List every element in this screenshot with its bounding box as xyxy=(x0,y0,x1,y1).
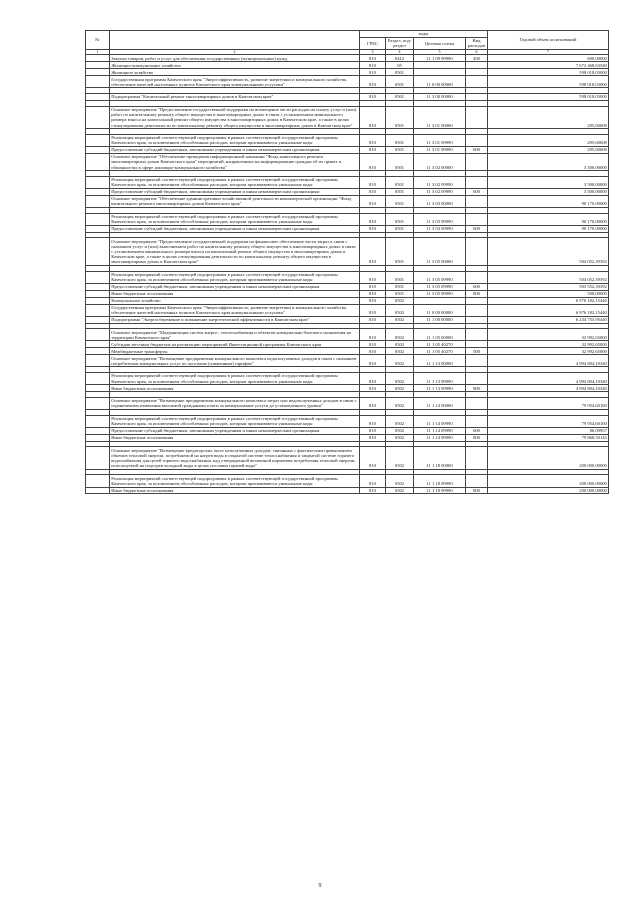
row-number-cell xyxy=(86,76,110,88)
expense-type-cell xyxy=(466,69,488,76)
budget-table xyxy=(85,30,609,494)
section-code-cell: 05 xyxy=(386,62,414,69)
target-item-cell: 11 3 03 09990 xyxy=(414,213,466,225)
expense-type-cell xyxy=(466,297,488,304)
section-code-cell: 0502 xyxy=(386,415,414,427)
table-row xyxy=(86,146,609,153)
expense-type-cell xyxy=(466,76,488,88)
amount-cell: 500,00000 xyxy=(488,290,609,297)
expense-type-cell xyxy=(466,153,488,170)
row-name-cell: Реализация мероприятий соответствующей подпрограммы в рамках соответствующей государственной программы Камчатского края, за исключением обособленных расходов, которым присваиваются уникальные коды xyxy=(110,176,360,188)
column-number: 3 xyxy=(360,49,386,54)
row-name-cell: Основное мероприятие "Возмещение предприятиям коммунального комплекса затрат или недополученных доходов в связи с ограничением изменения вносимой гражданами платы за коммунальные услуги до установленного уровня" xyxy=(110,397,360,409)
amount-cell: 32 992,65000 xyxy=(488,329,609,341)
row-name-cell: Реализация мероприятий соответствующей подпрограммы в рамках соответствующей государственной программы Камчатского края, за исключением обособленных расходов, которым присваиваются уникальные коды xyxy=(110,134,360,146)
section-code-cell: 0502 xyxy=(386,297,414,304)
table-row xyxy=(86,176,609,188)
target-item-cell: 11 1 14 09990 xyxy=(414,427,466,434)
grbs-code-cell: 810 xyxy=(360,290,386,297)
row-name-cell: Реализация мероприятий соответствующей подпрограммы в рамках соответствующей государственной программы Камчатского края, за исключением обособленных расходов, которым присваиваются уникальные коды xyxy=(110,271,360,283)
grbs-code-cell: 810 xyxy=(360,348,386,355)
table-row xyxy=(86,348,609,355)
section-code-cell: 0502 xyxy=(386,348,414,355)
column-number: 6 xyxy=(466,49,488,54)
row-number-cell xyxy=(86,434,110,441)
section-code-cell: 0502 xyxy=(386,304,414,316)
table-row xyxy=(86,290,609,297)
row-name-cell: Предоставление субсидий бюджетным, автономным учреждениям и иным некоммерческим организациям xyxy=(110,188,360,195)
row-number-cell xyxy=(86,316,110,323)
expense-type-cell xyxy=(466,213,488,225)
grbs-code-cell: 810 xyxy=(360,69,386,76)
row-name-cell: Межбюджетные трансферты xyxy=(110,348,360,355)
row-name-cell: Жилищно-коммунальное хозяйство xyxy=(110,62,360,69)
expense-type-cell: 200 xyxy=(466,55,488,62)
row-name-cell: Государственная программа Камчатского края "Энергоэффективность, развитие энергетики и коммунального хозяйства, обеспечение жителей населенных пунктов Камчатского края коммунальными услугами" xyxy=(110,76,360,88)
row-name-cell: Основное мероприятие "Возмещение кредиторских льгот неполученных доходов, связанных с фактическим превышением объемов тепловой энергии, потребляемой на нагрев воды в открытой системе теплоснабжения и закрытой системе горячего водоснабжения для целей горячего водоснабжения, над утвержденной величиной норматива потребления тепловой энергии, используемой на подогрев холодной воды в целях поставки горячей воды" xyxy=(110,447,360,469)
grbs-code-cell: 810 xyxy=(360,297,386,304)
row-name-cell: Реализация мероприятий соответствующей подпрограммы в рамках соответствующей государственной программы Камчатского края, за исключением обособленных расходов, которым присваиваются уникальные коды xyxy=(110,475,360,487)
target-item-cell: 11 1 14 00000 xyxy=(414,397,466,409)
target-item-cell: 11 3 02 09990 xyxy=(414,176,466,188)
expense-type-cell xyxy=(466,415,488,427)
target-item-cell: 11 1 05 00000 xyxy=(414,329,466,341)
grbs-code-cell: 810 xyxy=(360,146,386,153)
amount-cell: 86,09957 xyxy=(488,427,609,434)
row-number-cell xyxy=(86,341,110,348)
grbs-code-cell: 810 xyxy=(360,415,386,427)
row-number-cell xyxy=(86,415,110,427)
amount-cell: 3 500,00000 xyxy=(488,153,609,170)
section-code-cell: 0501 xyxy=(386,134,414,146)
section-code-cell: 0501 xyxy=(386,271,414,283)
table-row xyxy=(86,341,609,348)
section-code-cell: 0501 xyxy=(386,213,414,225)
amount-cell: 503 552,39392 xyxy=(488,283,609,290)
row-number-cell xyxy=(86,62,110,69)
target-item-cell xyxy=(414,62,466,69)
grbs-code-cell: 810 xyxy=(360,106,386,128)
row-name-cell: Предоставление субсидий бюджетным, автономным учреждениям и иным некоммерческим организациям xyxy=(110,225,360,232)
grbs-code-cell: 810 xyxy=(360,475,386,487)
amount-cell: 4 994 804,10340 xyxy=(488,355,609,367)
amount-cell: 4 994 804,10340 xyxy=(488,385,609,392)
table-row xyxy=(86,397,609,409)
target-item-cell: 11 3 05 09990 xyxy=(414,283,466,290)
grbs-code-cell: 810 xyxy=(360,329,386,341)
table-row xyxy=(86,69,609,76)
amount-cell: 200 000,00000 xyxy=(488,447,609,469)
row-number-cell xyxy=(86,283,110,290)
amount-cell: 32 992,65000 xyxy=(488,341,609,348)
header-expense-type: Вид расходов xyxy=(466,37,488,49)
target-item-cell: 11 0 00 00000 xyxy=(414,76,466,88)
section-code-cell: 0501 xyxy=(386,106,414,128)
amount-cell: 3 500,00000 xyxy=(488,176,609,188)
row-number-cell xyxy=(86,134,110,146)
table-row xyxy=(86,487,609,494)
row-name-cell: Жилищное хозяйство xyxy=(110,69,360,76)
row-name-cell: Иные бюджетные ассигнования xyxy=(110,385,360,392)
grbs-code-cell: 810 xyxy=(360,188,386,195)
grbs-code-cell: 810 xyxy=(360,385,386,392)
grbs-code-cell: 810 xyxy=(360,195,386,207)
row-name-cell: Государственная программа Камчатского края "Энергоэффективность, развитие энергетики и коммунального хозяйства, обеспечение жителей населенных пунктов Камчатского края коммунальными услугами" xyxy=(110,304,360,316)
row-name-cell: Подпрограмма "Энергосбережение и повышение энергетической эффективности в Камчатском крае" xyxy=(110,316,360,323)
table-row xyxy=(86,304,609,316)
row-name-cell: Основное мероприятие "Обеспечение проведения информационной кампании "Фонд капитального ремонта многоквартирных домов Камчатского края" мероприятий, направленных на информирование граждан об их правах и обязанностях в сфере жилищно-коммунального хозяйства" xyxy=(110,153,360,170)
expense-type-cell: 600 xyxy=(466,225,488,232)
row-name-cell: Иные бюджетные ассигнования xyxy=(110,290,360,297)
expense-type-cell xyxy=(466,355,488,367)
expense-type-cell xyxy=(466,447,488,469)
target-item-cell: 11 0 00 00000 xyxy=(414,304,466,316)
section-code-cell: 0502 xyxy=(386,434,414,441)
row-number-cell xyxy=(86,475,110,487)
table-row xyxy=(86,271,609,283)
row-number-cell xyxy=(86,397,110,409)
target-item-cell: 11 3 01 09990 xyxy=(414,134,466,146)
expense-type-cell xyxy=(466,62,488,69)
amount-cell: 600,00000 xyxy=(488,55,609,62)
table-body xyxy=(86,55,609,494)
table-row xyxy=(86,225,609,232)
expense-type-cell xyxy=(466,373,488,385)
row-number-cell xyxy=(86,348,110,355)
table-row xyxy=(86,94,609,101)
row-number-cell xyxy=(86,55,110,62)
row-name-cell: Иные бюджетные ассигнования xyxy=(110,434,360,441)
column-number: 7 xyxy=(488,49,609,54)
section-code-cell: 0502 xyxy=(386,487,414,494)
header-name xyxy=(110,31,360,50)
grbs-code-cell: 810 xyxy=(360,134,386,146)
row-name-cell: Закупка товаров, работ и услуг для обеспечения государственных (муниципальных) нужд xyxy=(110,55,360,62)
grbs-code-cell: 810 xyxy=(360,55,386,62)
header-target-item: Целевая статья xyxy=(414,37,466,49)
column-number: 4 xyxy=(386,49,414,54)
target-item-cell: 11 1 05 40270 xyxy=(414,341,466,348)
row-name-cell: Иные бюджетные ассигнования xyxy=(110,487,360,494)
expense-type-cell: 800 xyxy=(466,434,488,441)
header-number: № xyxy=(86,31,110,50)
section-code-cell: 0501 xyxy=(386,69,414,76)
table-row xyxy=(86,283,609,290)
expense-type-cell xyxy=(466,94,488,101)
table-row xyxy=(86,153,609,170)
header-section: Раздел, под-раздел xyxy=(386,37,414,49)
amount-cell: 295,60608 xyxy=(488,134,609,146)
expense-type-cell xyxy=(466,134,488,146)
section-code-cell: 0502 xyxy=(386,373,414,385)
amount-cell: 504 052,39392 xyxy=(488,271,609,283)
row-name-cell: Основное мероприятие "Модернизация систем энерго-, теплоснабжения и объектов коммунально-бытового назначения на территории Камчатского края" xyxy=(110,329,360,341)
target-item-cell: 11 3 05 09990 xyxy=(414,271,466,283)
section-code-cell: 0412 xyxy=(386,55,414,62)
row-number-cell xyxy=(86,153,110,170)
expense-type-cell xyxy=(466,195,488,207)
row-number-cell xyxy=(86,146,110,153)
section-code-cell: 0502 xyxy=(386,329,414,341)
grbs-code-cell: 810 xyxy=(360,397,386,409)
section-code-cell: 0502 xyxy=(386,397,414,409)
header-codes-group: коды xyxy=(360,31,488,38)
row-name-cell: Реализация мероприятий соответствующей подпрограммы в рамках соответствующей государственной программы Камчатского края, за исключением обособленных расходов, которым присваиваются уникальные коды xyxy=(110,213,360,225)
expense-type-cell xyxy=(466,176,488,188)
table-row xyxy=(86,355,609,367)
grbs-code-cell: 810 xyxy=(360,153,386,170)
amount-cell: 90 170,00000 xyxy=(488,195,609,207)
table-row xyxy=(86,62,609,69)
table-row xyxy=(86,385,609,392)
header-amount: Годовой объем ассигнований xyxy=(488,31,609,50)
row-number-cell xyxy=(86,373,110,385)
row-number-cell xyxy=(86,94,110,101)
expense-type-cell xyxy=(466,329,488,341)
row-name-cell: Реализация мероприятий соответствующей подпрограммы в рамках соответствующей государственной программы Камчатского края, за исключением обособленных расходов, которым присваиваются уникальные коды xyxy=(110,415,360,427)
table-row xyxy=(86,316,609,323)
target-item-cell: 11 3 05 09990 xyxy=(414,290,466,297)
row-number-cell xyxy=(86,195,110,207)
header-grbs: ГРБС xyxy=(360,37,386,49)
expense-type-cell xyxy=(466,304,488,316)
row-number-cell xyxy=(86,385,110,392)
table-row xyxy=(86,447,609,469)
row-number-cell xyxy=(86,271,110,283)
grbs-code-cell: 810 xyxy=(360,225,386,232)
table-row xyxy=(86,134,609,146)
row-number-cell xyxy=(86,290,110,297)
table-row xyxy=(86,213,609,225)
section-code-cell: 0501 xyxy=(386,146,414,153)
section-code-cell: 0501 xyxy=(386,283,414,290)
target-item-cell: 11 3 01 09990 xyxy=(414,146,466,153)
table-row xyxy=(86,475,609,487)
grbs-code-cell: 810 xyxy=(360,213,386,225)
target-item-cell: 11 3 01 00000 xyxy=(414,106,466,128)
target-item-cell: 11 1 09 09990 xyxy=(414,55,466,62)
expense-type-cell xyxy=(466,475,488,487)
row-number-cell xyxy=(86,447,110,469)
amount-cell: 200 000,00000 xyxy=(488,487,609,494)
grbs-code-cell: 810 xyxy=(360,283,386,290)
column-number: 1 xyxy=(86,49,110,54)
section-code-cell: 0502 xyxy=(386,475,414,487)
target-item-cell: 11 1 14 09990 xyxy=(414,434,466,441)
grbs-code-cell: 810 xyxy=(360,447,386,469)
grbs-code-cell: 810 xyxy=(360,238,386,265)
table-header xyxy=(86,31,609,55)
expense-type-cell xyxy=(466,397,488,409)
target-item-cell: 11 1 00 00000 xyxy=(414,316,466,323)
target-item-cell: 11 3 03 00000 xyxy=(414,195,466,207)
table-row xyxy=(86,55,609,62)
expense-type-cell: 800 xyxy=(466,290,488,297)
section-code-cell: 0501 xyxy=(386,76,414,88)
grbs-code-cell: 810 xyxy=(360,341,386,348)
section-code-cell: 0501 xyxy=(386,225,414,232)
row-name-cell: Подпрограмма "Капитальный ремонт многоквартирных домов в Камчатском крае" xyxy=(110,94,360,101)
amount-cell: 200 000,00000 xyxy=(488,475,609,487)
grbs-code-cell: 810 xyxy=(360,62,386,69)
section-code-cell: 0501 xyxy=(386,238,414,265)
expense-type-cell: 600 xyxy=(466,283,488,290)
amount-cell: 90 170,00000 xyxy=(488,213,609,225)
expense-type-cell xyxy=(466,316,488,323)
row-name-cell: Предоставление субсидий бюджетным, автономным учреждениям и иным некоммерческим организациям xyxy=(110,283,360,290)
amount-cell: 79 868,50143 xyxy=(488,434,609,441)
row-name-cell: Предоставление субсидий бюджетным, автономным учреждениям и иным некоммерческим организациям xyxy=(110,427,360,434)
expense-type-cell: 500 xyxy=(466,348,488,355)
row-number-cell xyxy=(86,487,110,494)
table-row xyxy=(86,195,609,207)
table-row xyxy=(86,297,609,304)
amount-cell: 79 954,60100 xyxy=(488,415,609,427)
target-item-cell: 11 3 05 00000 xyxy=(414,238,466,265)
row-number-cell xyxy=(86,329,110,341)
row-number-cell xyxy=(86,427,110,434)
amount-cell: 6 976 182,15440 xyxy=(488,304,609,316)
table-row xyxy=(86,427,609,434)
table-row xyxy=(86,373,609,385)
row-name-cell: Предоставление субсидий бюджетным, автономным учреждениям и иным некоммерческим организациям xyxy=(110,146,360,153)
column-number: 2 xyxy=(110,49,360,54)
target-item-cell: 11 3 02 09990 xyxy=(414,188,466,195)
table-row xyxy=(86,329,609,341)
target-item-cell xyxy=(414,69,466,76)
amount-cell: 295,60608 xyxy=(488,106,609,128)
target-item-cell: 11 3 00 00000 xyxy=(414,94,466,101)
grbs-code-cell: 810 xyxy=(360,176,386,188)
target-item-cell: 11 1 13 09990 xyxy=(414,373,466,385)
row-number-cell xyxy=(86,213,110,225)
target-item-cell: 11 1 14 09990 xyxy=(414,415,466,427)
row-number-cell xyxy=(86,69,110,76)
row-name-cell: Основное мероприятие "Возмещение предприятиям коммунального комплекса недополученных доходов в связи с оказанием потребителям коммунальных услуг по льготным (сниженным) тарифам" xyxy=(110,355,360,367)
table-row xyxy=(86,238,609,265)
target-item-cell xyxy=(414,297,466,304)
amount-cell: 295,60608 xyxy=(488,146,609,153)
row-number-cell xyxy=(86,188,110,195)
row-number-cell xyxy=(86,355,110,367)
table-row xyxy=(86,76,609,88)
expense-type-cell xyxy=(466,341,488,348)
section-code-cell: 0501 xyxy=(386,195,414,207)
amount-cell: 79 954,60100 xyxy=(488,397,609,409)
row-name-cell: Основное мероприятие "Предоставление государственной поддержки на возмещение части расходов на оплату услуг и (или) работ по капитальному ремонту общего имущества в многоквартирных домах в связи с установлением минимального размера взноса на капитальный ремонт общего имущества в многоквартирных домах в Камчатском крае, а также в целях стимулирования деятельности по капитальному ремонту общего имущества в многоквартирных домах в Камчатском крае" xyxy=(110,106,360,128)
expense-type-cell xyxy=(466,238,488,265)
table-row xyxy=(86,188,609,195)
row-name-cell: Основное мероприятие "Обеспечение административно-хозяйственной деятельности некоммерческой организации "Фонд капитального ремонта многоквартирных домов Камчатского края" xyxy=(110,195,360,207)
amount-cell: 7 672 468,63540 xyxy=(488,62,609,69)
target-item-cell: 11 1 18 09990 xyxy=(414,475,466,487)
grbs-code-cell: 810 xyxy=(360,76,386,88)
amount-cell: 6 234 753,95440 xyxy=(488,316,609,323)
section-code-cell: 0501 xyxy=(386,188,414,195)
table-row xyxy=(86,434,609,441)
amount-cell: 32 992,65000 xyxy=(488,348,609,355)
grbs-code-cell: 810 xyxy=(360,373,386,385)
expense-type-cell: 800 xyxy=(466,385,488,392)
target-item-cell: 11 3 03 09990 xyxy=(414,225,466,232)
section-code-cell: 0502 xyxy=(386,341,414,348)
grbs-code-cell: 810 xyxy=(360,316,386,323)
row-number-cell xyxy=(86,225,110,232)
section-code-cell: 0501 xyxy=(386,176,414,188)
expense-type-cell xyxy=(466,106,488,128)
grbs-code-cell: 810 xyxy=(360,271,386,283)
target-item-cell: 11 1 13 00000 xyxy=(414,355,466,367)
row-name-cell: Субсидии местным бюджетам на реализацию мероприятий Инвестиционной программы Камчатского края xyxy=(110,341,360,348)
amount-cell: 4 994 804,10340 xyxy=(488,373,609,385)
table-row xyxy=(86,106,609,128)
target-item-cell: 11 1 18 09990 xyxy=(414,487,466,494)
grbs-code-cell: 810 xyxy=(360,304,386,316)
column-number: 5 xyxy=(414,49,466,54)
row-number-cell xyxy=(86,176,110,188)
row-name-cell: Реализация мероприятий соответствующей подпрограммы в рамках соответствующей государственной программы Камчатского края, за исключением обособленных расходов, которым присваиваются уникальные коды xyxy=(110,373,360,385)
page-number: 9 xyxy=(318,883,322,889)
target-item-cell: 11 1 05 40270 xyxy=(414,348,466,355)
grbs-code-cell: 810 xyxy=(360,355,386,367)
grbs-code-cell: 810 xyxy=(360,427,386,434)
amount-cell: 3 500,00000 xyxy=(488,188,609,195)
section-code-cell: 0501 xyxy=(386,94,414,101)
row-number-cell xyxy=(86,238,110,265)
section-code-cell: 0502 xyxy=(386,447,414,469)
section-code-cell: 0501 xyxy=(386,290,414,297)
amount-cell: 504 052,39392 xyxy=(488,238,609,265)
row-number-cell xyxy=(86,297,110,304)
expense-type-cell: 600 xyxy=(466,146,488,153)
row-number-cell xyxy=(86,304,110,316)
row-name-cell: Основное мероприятие "Предоставление государственной поддержки на финансовое обеспечение части затрат в связи с оказанием услуг и (или) выполнением работ по капитальному ремонту общего имущества в многоквартирных домах в связи с установлением минимального размера взноса на капитальный ремонт общего имущества в многоквартирных домах в Камчатском крае, а также в целях стимулирования деятельности по капитальному ремонту общего имущества в многоквартирных домах в Камчатском крае" xyxy=(110,238,360,265)
amount-cell: 598 018,03000 xyxy=(488,69,609,76)
grbs-code-cell: 810 xyxy=(360,487,386,494)
section-code-cell: 0502 xyxy=(386,427,414,434)
section-code-cell: 0502 xyxy=(386,385,414,392)
target-item-cell: 11 1 13 09990 xyxy=(414,385,466,392)
row-number-cell xyxy=(86,106,110,128)
section-code-cell: 0501 xyxy=(386,153,414,170)
table-row xyxy=(86,415,609,427)
amount-cell: 598 018,03000 xyxy=(488,94,609,101)
section-code-cell: 0502 xyxy=(386,355,414,367)
amount-cell: 598 018,03000 xyxy=(488,76,609,88)
section-code-cell: 0502 xyxy=(386,316,414,323)
amount-cell: 6 976 182,15440 xyxy=(488,297,609,304)
target-item-cell: 11 3 02 00000 xyxy=(414,153,466,170)
row-name-cell: Коммунальное хозяйство xyxy=(110,297,360,304)
expense-type-cell: 600 xyxy=(466,188,488,195)
expense-type-cell: 800 xyxy=(466,487,488,494)
grbs-code-cell: 810 xyxy=(360,434,386,441)
target-item-cell: 11 1 18 00000 xyxy=(414,447,466,469)
grbs-code-cell: 810 xyxy=(360,94,386,101)
expense-type-cell: 600 xyxy=(466,427,488,434)
amount-cell: 90 170,00000 xyxy=(488,225,609,232)
expense-type-cell xyxy=(466,271,488,283)
